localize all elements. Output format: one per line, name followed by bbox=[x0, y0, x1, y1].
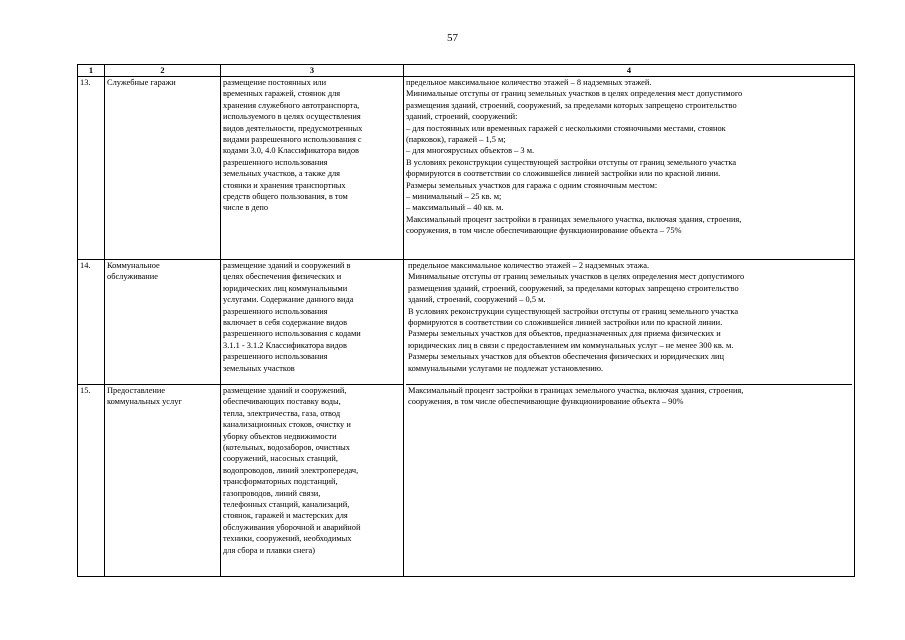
row-name: Служебные гаражи bbox=[105, 77, 221, 260]
column-header-description: 3 bbox=[221, 65, 404, 77]
table-header-row bbox=[78, 65, 855, 77]
land-use-table bbox=[77, 64, 855, 577]
row-name: Предоставление коммунальных услуг bbox=[105, 385, 221, 577]
row-description: размещение зданий и сооружений, обеспечивающих поставку воды, тепла, электричества, газа, отвод канализационных стоков, очистку и уборку объектов недвижимости (котельных, водозаборов, очистных сооружений, насосных станций, водопроводов, линий электропередач, трансформаторных подстанций, газопроводов, линий связи, телефонных станций, канализаций, стоянок, гаражей и мастерских для обслуживания уборочной и аварийной техники, сооружений, необходимых для сбора и плавки снега) bbox=[221, 385, 404, 577]
row-parameters: предельное максимальное количество этажей – 8 надземных этажей. Минимальные отступы от границ земельных участков в целях определения мест допустимого размещения зданий, строений, сооружений, за пределами которых запрещено строительство зданий, строений, сооружений: – для постоянных или временных гаражей с несколькими стояночными местами, стоянок (парковок), гаражей – 1,5 м; – для многоярусных объектов – 3 м. В условиях реконструкции существующей застройки отступы от границ земельного участка формируются в соответствии со сложившейся линией застройки или по красной линии. Размеры земельных участков для гаража с одним стояночным местом: – минимальный – 25 кв. м; – максимальный – 40 кв. м. Максимальный процент застройки в границах земельного участка, включая здания, строения, сооружения, в том числе обеспечивающие функционирование объекта – 75% bbox=[404, 77, 855, 260]
shared-parameters-top: предельное максимальное количество этажей – 2 надземных этажа. Минимальные отступы от границ земельных участков в целях определения мест допустимого размещения зданий, строений, сооружений, за пределами которых запрещено строительство зданий, строений, сооружений – 0,5 м. В условиях реконструкции существующей застройки отступы от границ земельного участка формируются в соответствии со сложившейся линией застройки или по красной линии. Размеры земельных участков для объектов, предназначенных для приема физических и юридических лиц в связи с предоставлением им коммунальных услуг – не менее 300 кв. м. Размеры земельных участков для объектов обеспечения физических и юридических лиц коммунальными услугами не подлежат установлению. bbox=[406, 260, 852, 385]
row-number: 13. bbox=[78, 77, 105, 260]
row-name: Коммунальное обслуживание bbox=[105, 260, 221, 385]
table-row bbox=[78, 260, 855, 385]
table-row bbox=[78, 77, 855, 260]
column-header-number: 1 bbox=[78, 65, 105, 77]
row-number: 14. bbox=[78, 260, 105, 385]
row-description: размещение зданий и сооружений в целях обеспечения физических и юридических лиц коммунальными услугами. Содержание данного вида разрешенного использования включает в себя содержание видов разрешенного использования с кодами 3.1.1 - 3.1.2 Классификатора видов разрешенного использования земельных участков bbox=[221, 260, 404, 385]
row-description: размещение постоянных или временных гаражей, стоянок для хранения служебного автотранспорта, используемого в целях осуществления видов деятельности, предусмотренных видами разрешенного использования с кодами 3.0, 4.0 Классификатора видов разрешенного использования земельных участков, а также для стоянки и хранения транспортных средств общего пользования, в том числе в депо bbox=[221, 77, 404, 260]
shared-parameters-14-15 bbox=[404, 260, 855, 577]
shared-parameters-bottom: Максимальный процент застройки в границах земельного участка, включая здания, строения, сооружения, в том числе обеспечивающие функционирование объекта – 90% bbox=[408, 386, 744, 407]
column-header-name: 2 bbox=[105, 65, 221, 77]
row-number: 15. bbox=[78, 385, 105, 577]
page-number: 57 bbox=[447, 32, 458, 44]
column-header-parameters: 4 bbox=[404, 65, 855, 77]
